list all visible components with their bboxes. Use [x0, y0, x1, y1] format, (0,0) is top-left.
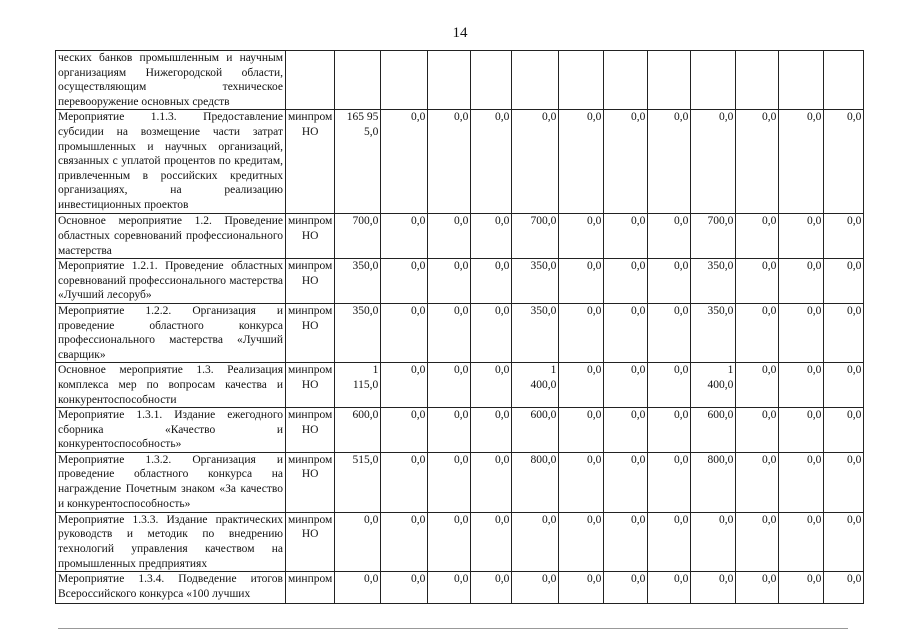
funding-value-cell: 0,0 — [512, 572, 559, 604]
funding-value-cell — [381, 51, 428, 110]
funding-value-cell: 0,0 — [381, 512, 428, 571]
funding-value-cell: 0,0 — [736, 452, 779, 512]
funding-value-cell: 600,0 — [335, 408, 381, 453]
funding-value-cell: 0,0 — [824, 512, 864, 571]
funding-value-cell — [736, 51, 779, 110]
funding-value-cell: 0,0 — [381, 214, 428, 259]
funding-value-cell: 0,0 — [691, 110, 736, 214]
executor-cell: минпром НО — [286, 408, 335, 453]
funding-value-cell: 0,0 — [779, 214, 824, 259]
funding-value-cell: 0,0 — [691, 572, 736, 604]
funding-value-cell: 0,0 — [428, 259, 471, 304]
funding-value-cell: 0,0 — [471, 408, 512, 453]
funding-value-cell: 515,0 — [335, 452, 381, 512]
funding-value-cell: 0,0 — [471, 512, 512, 571]
activity-description: Мероприятие 1.2.1. Проведение областных соревнований профессионального мастерства «Лучший лесоруб» — [56, 259, 286, 304]
funding-value-cell: 0,0 — [381, 303, 428, 362]
funding-value-cell: 0,0 — [471, 214, 512, 259]
funding-value-cell: 0,0 — [381, 408, 428, 453]
funding-value-cell: 1 400,0 — [691, 363, 736, 408]
funding-value-cell — [335, 51, 381, 110]
funding-value-cell: 0,0 — [779, 408, 824, 453]
funding-value-cell: 0,0 — [824, 303, 864, 362]
table-row — [56, 408, 864, 453]
funding-value-cell — [428, 51, 471, 110]
funding-value-cell: 350,0 — [335, 303, 381, 362]
table-row — [56, 303, 864, 362]
funding-value-cell: 700,0 — [691, 214, 736, 259]
funding-value-cell: 0,0 — [559, 363, 604, 408]
funding-value-cell: 0,0 — [604, 303, 648, 362]
funding-value-cell — [512, 51, 559, 110]
funding-value-cell — [604, 51, 648, 110]
funding-value-cell: 800,0 — [691, 452, 736, 512]
funding-value-cell: 0,0 — [736, 214, 779, 259]
funding-value-cell: 0,0 — [648, 363, 691, 408]
funding-value-cell: 0,0 — [779, 363, 824, 408]
funding-value-cell — [779, 51, 824, 110]
executor-cell: минпром НО — [286, 363, 335, 408]
funding-value-cell: 165 95 5,0 — [335, 110, 381, 214]
activity-description: ческих банков промышленным и научным организациям Нижегородской области, осуществляющим техническое перевооружение основных средств — [56, 51, 286, 110]
activity-description: Основное мероприятие 1.3. Реализация комплекса мер по вопросам качества и конкурентоспособности — [56, 363, 286, 408]
funding-value-cell: 350,0 — [335, 259, 381, 304]
executor-cell: минпром НО — [286, 259, 335, 304]
funding-value-cell: 0,0 — [604, 214, 648, 259]
funding-value-cell: 0,0 — [648, 110, 691, 214]
funding-value-cell: 0,0 — [779, 452, 824, 512]
funding-value-cell: 0,0 — [428, 512, 471, 571]
funding-value-cell: 0,0 — [559, 214, 604, 259]
funding-value-cell: 0,0 — [381, 110, 428, 214]
executor-cell — [286, 51, 335, 110]
funding-value-cell: 0,0 — [824, 363, 864, 408]
page-bottom-line — [58, 628, 848, 629]
executor-cell: минпром НО — [286, 303, 335, 362]
funding-value-cell: 0,0 — [471, 259, 512, 304]
funding-value-cell: 0,0 — [779, 512, 824, 571]
funding-value-cell: 0,0 — [471, 572, 512, 604]
funding-value-cell: 0,0 — [604, 363, 648, 408]
funding-value-cell: 0,0 — [559, 259, 604, 304]
funding-value-cell: 0,0 — [335, 572, 381, 604]
funding-value-cell: 0,0 — [335, 512, 381, 571]
funding-value-cell: 0,0 — [736, 572, 779, 604]
funding-value-cell: 0,0 — [471, 110, 512, 214]
funding-value-cell: 700,0 — [335, 214, 381, 259]
funding-value-cell: 350,0 — [512, 303, 559, 362]
funding-value-cell: 0,0 — [559, 408, 604, 453]
activity-description: Мероприятие 1.3.4. Подведение итогов Всероссийского конкурса «100 лучших — [56, 572, 286, 604]
funding-value-cell: 0,0 — [604, 259, 648, 304]
table-row — [56, 259, 864, 304]
funding-value-cell: 0,0 — [648, 303, 691, 362]
funding-value-cell: 0,0 — [824, 259, 864, 304]
funding-value-cell: 0,0 — [604, 408, 648, 453]
funding-value-cell: 800,0 — [512, 452, 559, 512]
funding-value-cell: 0,0 — [604, 452, 648, 512]
funding-value-cell: 0,0 — [648, 572, 691, 604]
table-row — [56, 110, 864, 214]
funding-value-cell: 0,0 — [824, 408, 864, 453]
funding-value-cell: 0,0 — [779, 572, 824, 604]
funding-value-cell: 0,0 — [779, 259, 824, 304]
funding-value-cell: 600,0 — [512, 408, 559, 453]
funding-value-cell: 0,0 — [428, 110, 471, 214]
funding-value-cell: 0,0 — [512, 110, 559, 214]
funding-value-cell: 0,0 — [381, 259, 428, 304]
funding-value-cell: 1 115,0 — [335, 363, 381, 408]
funding-value-cell: 0,0 — [648, 259, 691, 304]
funding-value-cell: 0,0 — [648, 452, 691, 512]
funding-value-cell: 350,0 — [512, 259, 559, 304]
funding-value-cell: 0,0 — [779, 110, 824, 214]
funding-value-cell: 0,0 — [648, 408, 691, 453]
funding-value-cell: 0,0 — [559, 452, 604, 512]
funding-value-cell: 0,0 — [604, 110, 648, 214]
funding-value-cell — [691, 51, 736, 110]
funding-value-cell: 0,0 — [648, 214, 691, 259]
funding-value-cell: 0,0 — [471, 303, 512, 362]
table-row — [56, 51, 864, 110]
funding-value-cell: 0,0 — [559, 110, 604, 214]
funding-value-cell: 0,0 — [428, 408, 471, 453]
activity-description: Мероприятие 1.3.3. Издание практических руководств и методик по внедрению технологий управления качеством на промышленных предприятиях — [56, 512, 286, 571]
executor-cell: минпром НО — [286, 110, 335, 214]
funding-value-cell: 0,0 — [428, 572, 471, 604]
funding-value-cell: 0,0 — [381, 363, 428, 408]
funding-value-cell: 0,0 — [428, 303, 471, 362]
funding-value-cell: 0,0 — [736, 259, 779, 304]
page-number: 14 — [452, 25, 468, 41]
executor-cell: минпром НО — [286, 452, 335, 512]
funding-value-cell: 0,0 — [736, 363, 779, 408]
funding-value-cell: 0,0 — [736, 512, 779, 571]
funding-value-cell: 0,0 — [381, 452, 428, 512]
activity-description: Мероприятие 1.3.1. Издание ежегодного сборника «Качество и конкурентоспособность» — [56, 408, 286, 453]
funding-value-cell: 0,0 — [824, 452, 864, 512]
funding-value-cell: 0,0 — [736, 303, 779, 362]
funding-value-cell: 0,0 — [559, 512, 604, 571]
funding-value-cell: 0,0 — [604, 572, 648, 604]
table-row — [56, 512, 864, 571]
funding-value-cell: 0,0 — [736, 110, 779, 214]
funding-value-cell: 0,0 — [824, 110, 864, 214]
funding-value-cell: 0,0 — [648, 512, 691, 571]
table-row — [56, 572, 864, 604]
activity-description: Мероприятие 1.1.3. Предоставление субсидии на возмещение части затрат промышленных и научных организаций, связанных с уплатой процентов по кредитам, привлеченным в российских кредитных организациях, на реализацию инвестиционных проектов — [56, 110, 286, 214]
executor-cell: минпром НО — [286, 512, 335, 571]
funding-value-cell: 0,0 — [779, 303, 824, 362]
funding-value-cell — [559, 51, 604, 110]
executor-cell: минпром — [286, 572, 335, 604]
table-row — [56, 214, 864, 259]
funding-value-cell: 1 400,0 — [512, 363, 559, 408]
funding-value-cell — [471, 51, 512, 110]
funding-value-cell: 0,0 — [428, 214, 471, 259]
funding-value-cell: 0,0 — [604, 512, 648, 571]
funding-value-cell: 0,0 — [736, 408, 779, 453]
activity-description: Мероприятие 1.3.2. Организация и проведение областного конкурса на награждение Почетным знаком «За качество и конкурентоспособность» — [56, 452, 286, 512]
funding-value-cell: 0,0 — [471, 363, 512, 408]
funding-value-cell: 0,0 — [559, 303, 604, 362]
funding-value-cell — [648, 51, 691, 110]
executor-cell: минпром НО — [286, 214, 335, 259]
funding-value-cell — [824, 51, 864, 110]
funding-value-cell: 600,0 — [691, 408, 736, 453]
funding-value-cell: 0,0 — [559, 572, 604, 604]
funding-value-cell: 700,0 — [512, 214, 559, 259]
funding-value-cell: 350,0 — [691, 259, 736, 304]
funding-value-cell: 350,0 — [691, 303, 736, 362]
funding-value-cell: 0,0 — [512, 512, 559, 571]
program-activities-table — [55, 50, 864, 604]
table-row — [56, 452, 864, 512]
funding-value-cell: 0,0 — [824, 214, 864, 259]
activity-description: Мероприятие 1.2.2. Организация и проведение областного конкурса профессионального мастерства «Лучший сварщик» — [56, 303, 286, 362]
funding-value-cell: 0,0 — [428, 363, 471, 408]
activity-description: Основное мероприятие 1.2. Проведение областных соревнований профессионального мастерства — [56, 214, 286, 259]
funding-value-cell: 0,0 — [824, 572, 864, 604]
funding-value-cell: 0,0 — [471, 452, 512, 512]
funding-value-cell: 0,0 — [381, 572, 428, 604]
funding-value-cell: 0,0 — [691, 512, 736, 571]
funding-value-cell: 0,0 — [428, 452, 471, 512]
table-row — [56, 363, 864, 408]
